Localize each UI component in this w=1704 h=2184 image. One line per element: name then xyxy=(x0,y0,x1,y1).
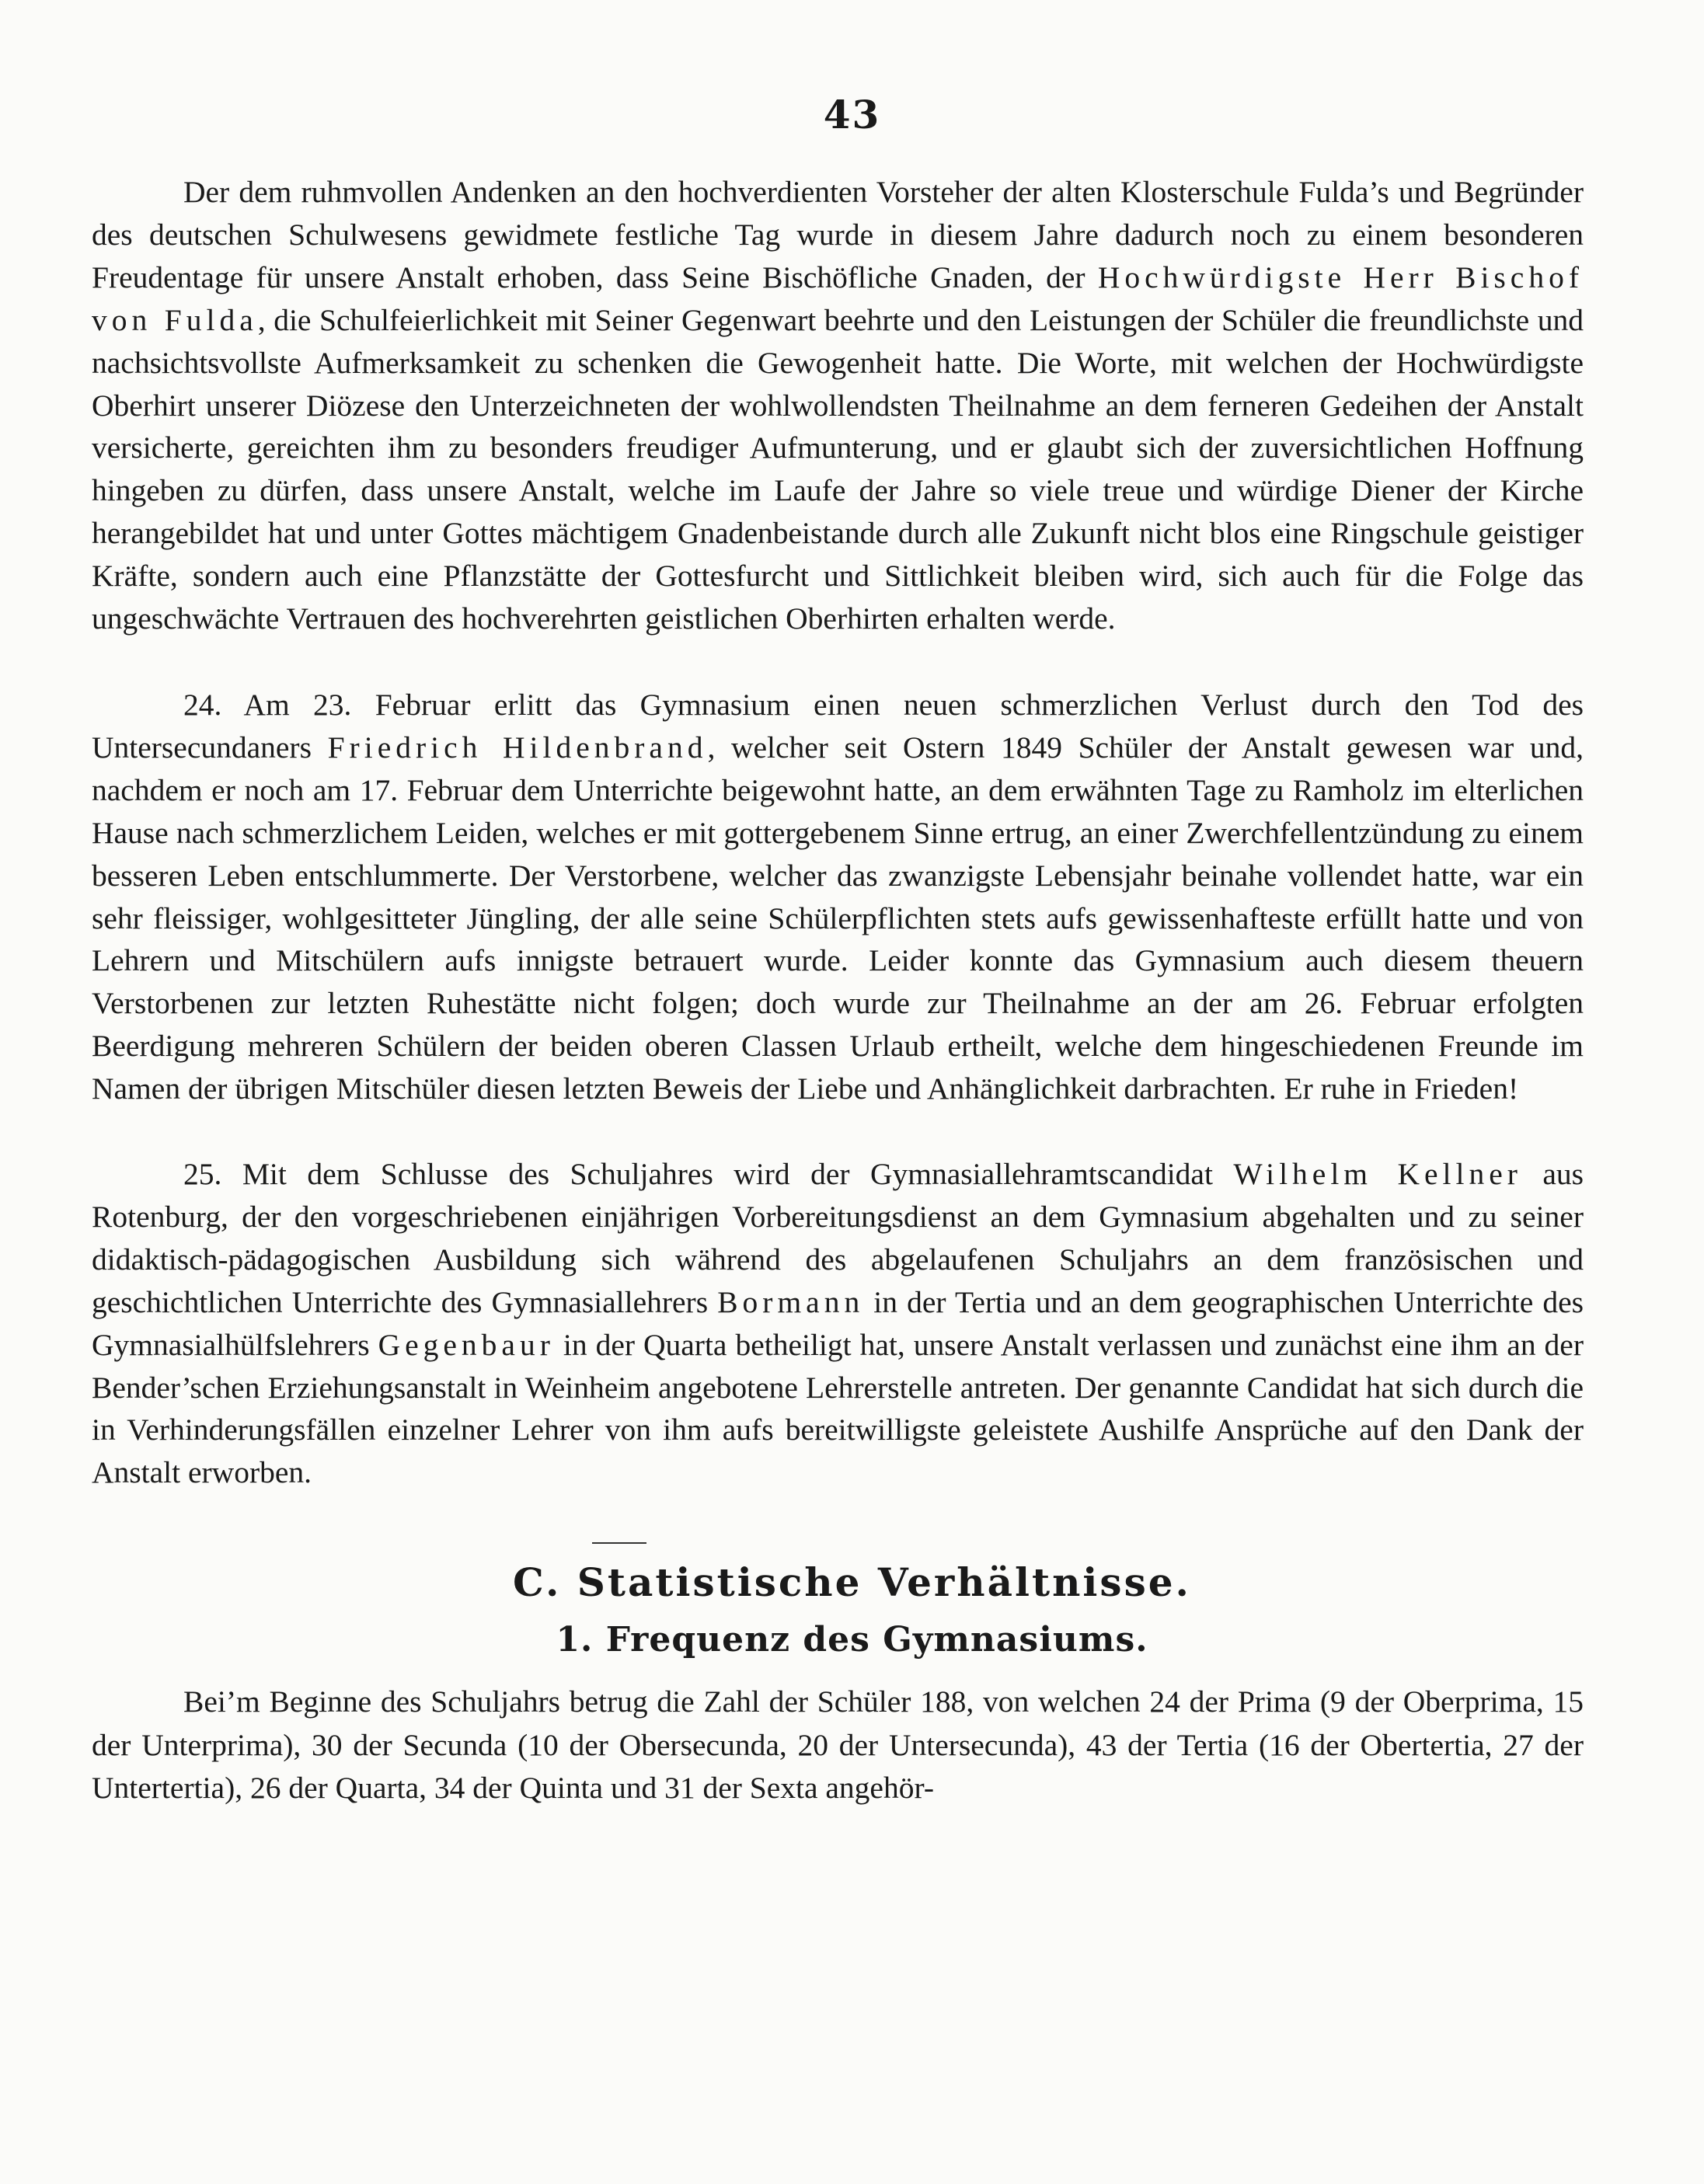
divider-rule xyxy=(592,1542,646,1544)
text-run: Bei’m Beginne des Schuljahrs betrug die Zahl der Schüler 188, von welchen 24 der Prima (9 der Oberprima, 15 der Unterprima), 30 der Secunda (10 der Obersecunda, 20 der Untersecunda), 43 der Tertia (16 der Obertertia, 27 der Untertertia), 26 der Quarta, 34 der Quinta und 31 der Sexta angehör- xyxy=(92,1684,1584,1805)
text-run: 24. Am 23. Februar erlitt das Gymnasium einen neuen schmerzlichen Verlust durch den Tod des Untersecundaners xyxy=(92,688,1584,765)
paragraph-text xyxy=(92,171,1584,640)
paragraph-text xyxy=(92,1681,1584,1810)
paragraph-text xyxy=(92,1153,1584,1494)
paragraph-festive-day xyxy=(92,171,1584,640)
text-run: in der Quarta betheiligt hat, unsere Anstalt verlassen und zunächst eine ihm an der Bender’schen Erziehungsanstalt in Weinheim angebotene Lehrerstelle antreten. Der genannte Candidat hat sich durch die in Verhinderungsfällen einzelner Lehrer von ihm aufs bereitwilligste geleistete Aushilfe Ansprüche auf den Dank der Anstalt erworben. xyxy=(92,1327,1584,1490)
paragraph-24-obituary xyxy=(92,684,1584,1110)
emphasized-name: Hochwürdigste Herr Bischof von Fulda xyxy=(92,260,1584,337)
paragraph-text xyxy=(92,684,1584,1110)
page-number: 43 xyxy=(823,92,881,138)
text-run: 25. Mit dem Schlusse des Schuljahres wird der Gymnasiallehramtscandidat xyxy=(183,1157,1234,1191)
text-run: , die Schulfeierlichkeit mit Seiner Gegenwart beehrte und den Leistungen der Schüler die freundlichste und nachsichtsvollste Aufmerksamkeit zu schenken die Gewogenheit hatte. Die Worte, mit welchen der Hochwürdigste Oberhirt unserer Diözese den Unterzeichneten der wohlwollendsten Theilnahme an dem ferneren Gedeihen der Anstalt versicherte, gereichten ihm zu besonders freudiger Aufmunterung, und er glaubt sich der zuversichtlichen Hoffnung hingeben zu dürfen, dass unsere Anstalt, welche im Laufe der Jahre so viele treue und würdige Diener der Kirche herangebildet hat und unter Gottes mächtigem Gnadenbeistande durch alle Zukunft nicht blos eine Ringschule geistiger Kräfte, sondern auch eine Pflanzstätte der Gottesfurcht und Sittlichkeit bleiben wird, sich auch für die Folge das ungeschwächte Vertrauen des hochverehrten geistlichen Oberhirten erhalten werde. xyxy=(92,302,1584,636)
text-run: Der dem ruhmvollen Andenken an den hochverdienten Vorsteher der alten Klosterschule Fulda’s und Begründer des deutschen Schulwesens gewidmete festliche Tag wurde in diesem Jahre dadurch noch zu einem besonderen Freudentage für unsere Anstalt erhoben, dass Seine Bischöfliche Gnaden, der xyxy=(92,175,1584,294)
text-run: in der Tertia und an dem geographischen Unterrichte des Gymnasialhülfslehrers xyxy=(92,1284,1584,1362)
text-run: aus Rotenburg, der den vorgeschriebenen einjährigen Vorbereitungsdienst an dem Gymnasium abgehalten und zu seiner didaktisch-pädagogischen Ausbildung sich während des abgelaufenen Schuljahrs an dem französischen und geschichtlichen Unterrichte des Gymnasiallehrers xyxy=(92,1157,1584,1319)
paragraph-frequency xyxy=(92,1681,1584,1810)
subsection-heading: 1. Frequenz des Gymnasiums. xyxy=(556,1620,1148,1660)
text-run: , welcher seit Ostern 1849 Schüler der Anstalt gewesen war und, nachdem er noch am 17. Februar dem Unterrichte beigewohnt hatte, an dem erwähnten Tage zu Ramholz im elterlichen Hause nach schmerzlichem Leiden, welches er mit gottergebenem Sinne ertrug, an einer Zwerchfellentzündung zu einem besseren Leben entschlummerte. Der Verstorbene, welcher das zwanzigste Lebensjahr beinahe vollendet hatte, war ein sehr fleissiger, wohlgesitteter Jüngling, der alle seine Schülerpflichten stets aufs gewissenhafteste erfüllt hatte und von Lehrern und Mitschülern aufs innigste betrauert wurde. Leider konnte das Gymnasium auch diesem theuern Verstorbenen zur letzten Ruhestätte nicht folgen; doch wurde zur Theilnahme an der am 26. Februar erfolgten Beerdigung mehreren Schülern der beiden oberen Classen Urlaub ertheilt, welche dem hingeschiedenen Freunde im Namen der übrigen Mitschüler diesen letzten Beweis der Liebe und Anhänglichkeit darbrachten. Er ruhe in Frieden! xyxy=(92,730,1584,1106)
emphasized-name: Friedrich Hildenbrand xyxy=(327,730,708,765)
emphasized-name: Wilhelm Kellner xyxy=(1233,1157,1522,1191)
paragraph-25-candidate xyxy=(92,1153,1584,1494)
emphasized-name: Bormann xyxy=(717,1284,865,1319)
section-heading: C. Statistische Verhältnisse. xyxy=(513,1559,1191,1605)
emphasized-name: Gegenbaur xyxy=(378,1327,555,1362)
